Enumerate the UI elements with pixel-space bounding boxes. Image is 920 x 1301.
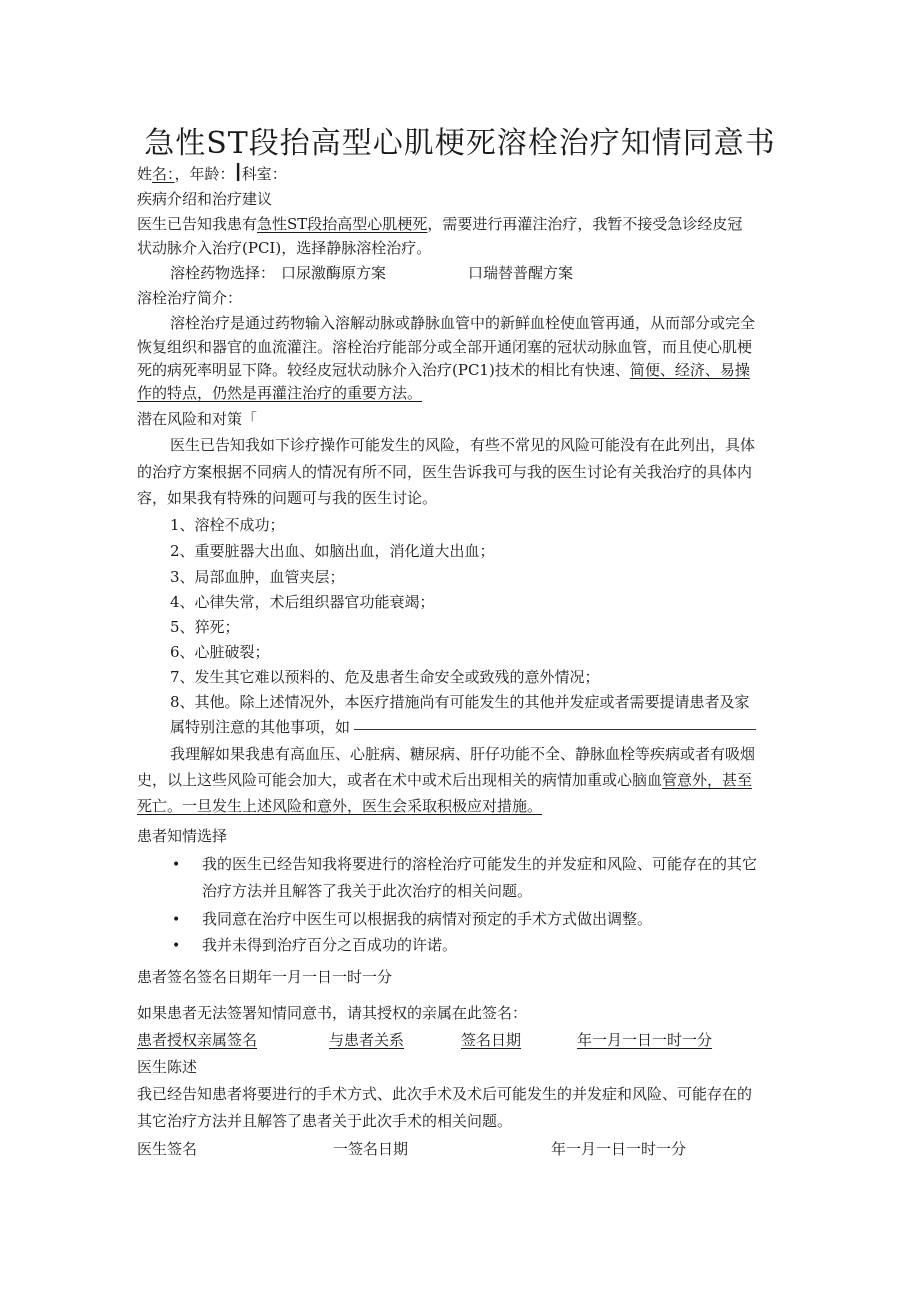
- intro-text: 医生已告知我患有: [137, 215, 258, 233]
- risk-item: 7、发生其它难以预料的、危及患者生命安全或致残的意外情况；: [170, 668, 600, 686]
- name-label-underlined: 名：: [152, 165, 175, 183]
- patient-info-line: [137, 157, 287, 187]
- doctor-statement-line-2: 其它治疗方法并且解答了患者关于此次手术的相关问题。: [137, 1112, 513, 1130]
- choice-item: 我的医生已经告知我将要进行的溶栓治疗可能发生的并发症和风险、可能存在的其它: [202, 855, 758, 873]
- bullet-icon: •: [172, 938, 181, 954]
- patient-signature-line[interactable]: 患者签名签名日期年一月一日一时一分: [137, 968, 393, 986]
- risk-item: 6、心脏破裂；: [170, 643, 270, 661]
- brief-line-1: 溶栓治疗是通过药物输入溶解动脉或静脉血管中的新鲜血栓使血管再通，从而部分或完全: [170, 314, 756, 332]
- choice-item: 我同意在治疗中医生可以根据我的病情对预定的手术方式做出调整。: [202, 910, 653, 928]
- proxy-note: 如果患者无法签署知情同意书，请其授权的亲属在此签名：: [137, 1004, 528, 1022]
- doctor-date-format[interactable]: 年一月一日一时一分: [551, 1140, 687, 1158]
- risk-item: 4、心律失常，术后组织器官功能衰竭；: [170, 593, 435, 611]
- risk-item: 5、猝死；: [170, 618, 240, 636]
- brief-text-underlined-end: 作的特点，仍然是再灌注治疗的重要方法。: [137, 384, 423, 402]
- intro-text-cont: ，需要进行再灌注治疗，我暂不接受急诊经皮冠: [427, 215, 743, 233]
- doctor-statement-line-1: 我已经告知患者将要进行的手术方式、此次手术及术后可能发生的并发症和风险、可能存在的: [137, 1085, 753, 1103]
- section-doctor-heading: 医生陈述: [137, 1058, 198, 1076]
- section-brief-heading: 溶栓治疗简介：: [137, 289, 243, 307]
- risk-item: 3、局部血肿，血管夹层；: [170, 568, 345, 586]
- brief-text: 死的病死率明显下降。较经皮冠状动脉介入治疗(PC1)技术的相比有快速、: [137, 361, 630, 379]
- risk-item-8-line-2: [170, 716, 756, 738]
- drug-option-reteplase[interactable]: 口瑞替普醒方案: [468, 264, 574, 282]
- risk-intro-line-1: 医生已告知我如下诊疗操作可能发生的风险，有些不常见的风险可能没有在此列出，具体: [170, 436, 756, 454]
- intro-line-1: [137, 213, 742, 235]
- bullet-icon: •: [172, 912, 181, 928]
- brief-line-2: 恢复组织和器官的血流灌注。溶栓治疗能部分或全部开通闭塞的冠状动脉血管，而且使心肌梗: [137, 338, 753, 356]
- bullet-icon: •: [172, 857, 181, 873]
- section-risk-heading: 潜在风险和对策「: [137, 410, 258, 428]
- drug-choice-label: 溶栓药物选择：: [170, 264, 276, 282]
- understand-text: 史，以上这些风险可能会加大，或者在术中或术后出现相关的病情加重或心脑血: [137, 771, 663, 789]
- proxy-signature-line[interactable]: [137, 1029, 712, 1051]
- intro-line-2: 状动脉介入治疗(PCI)，选择静脉溶栓治疗。: [137, 239, 432, 257]
- section-intro-heading: 疾病介绍和治疗建议: [137, 190, 273, 208]
- understand-line-3: [137, 795, 542, 817]
- proxy-date-label: 签名日期: [461, 1031, 522, 1049]
- age-label: ，年龄：: [174, 165, 235, 183]
- risk-item: 1、溶栓不成功；: [170, 516, 285, 534]
- department-label: 科室：: [241, 165, 287, 183]
- doctor-date-label[interactable]: 一签名日期: [333, 1140, 409, 1158]
- choice-item: 我并未得到治疗百分之百成功的许诺。: [202, 936, 458, 954]
- proxy-date-format: 年一月一日一时一分: [577, 1031, 713, 1049]
- risk-item-8-text: 属特别注意的其他事项，如: [170, 718, 351, 736]
- brief-text-underlined: 简便、经济、易操: [629, 361, 750, 379]
- age-mark: I: [234, 157, 242, 187]
- diagnosis-text: 急性ST段抬高型心肌梗死: [257, 215, 428, 233]
- proxy-sign-label: 患者授权亲属签名: [137, 1031, 258, 1049]
- understand-text-underlined: 管意外，甚至: [662, 771, 753, 789]
- understand-text-underlined-end: 死亡。一旦发生上述风险和意外，医生会采取积极应对措施。: [137, 797, 543, 815]
- understand-line-2: [137, 769, 752, 791]
- other-matters-blank[interactable]: [354, 729, 756, 730]
- section-choice-heading: 患者知情选择: [137, 827, 228, 845]
- risk-item: 2、重要脏器大出血、如脑出血，消化道大出血；: [170, 542, 495, 560]
- document-title: 急性ST段抬高型心肌梗死溶栓治疗知情同意书: [144, 126, 776, 161]
- proxy-relation-label: 与患者关系: [329, 1031, 405, 1049]
- doctor-sign-label[interactable]: 医生签名: [137, 1140, 198, 1158]
- name-label: 姓: [137, 165, 153, 183]
- understand-line-1: 我理解如果我患有高血压、心脏病、糖尿病、肝仔功能不全、静脉血栓等疾病或者有吸烟: [170, 745, 756, 763]
- risk-intro-line-2: 的治疗方案根据不同病人的情况有所不同，医生告诉我可与我的医生讨论有关我治疗的具体内: [137, 463, 753, 481]
- risk-intro-line-3: 容，如果我有特殊的问题可与我的医生讨论。: [137, 489, 438, 507]
- risk-item: 8、其他。除上述情况外，本医疗措施尚有可能发生的其他并发症或者需要提请患者及家: [170, 693, 750, 711]
- choice-item-cont: 治疗方法并且解答了我关于此次治疗的相关问题。: [202, 882, 533, 900]
- drug-option-urokinase[interactable]: 口尿激酶原方案: [281, 264, 387, 282]
- brief-line-4: [137, 382, 422, 404]
- brief-line-3: [137, 359, 750, 381]
